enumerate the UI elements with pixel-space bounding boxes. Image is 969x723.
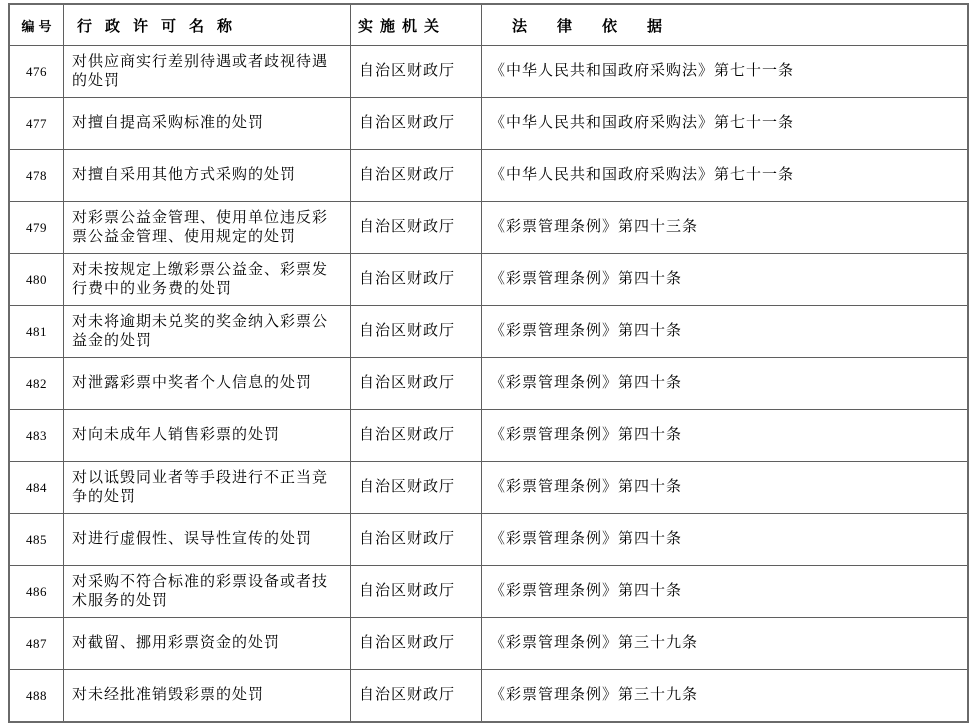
cell-agency: 自治区财政厅: [351, 410, 482, 462]
table-row: [9, 202, 968, 254]
cell-agency: 自治区财政厅: [351, 618, 482, 670]
cell-legal-basis: 《中华人民共和国政府采购法》第七十一条: [482, 46, 969, 98]
cell-id: 484: [9, 462, 64, 514]
cell-agency: 自治区财政厅: [351, 98, 482, 150]
column-header-legal-basis: 法律依据: [482, 4, 969, 46]
cell-permit-name: 对未经批准销毁彩票的处罚: [64, 670, 351, 723]
cell-agency: 自治区财政厅: [351, 202, 482, 254]
cell-permit-name: 对擅自提高采购标准的处罚: [64, 98, 351, 150]
table-row: [9, 150, 968, 202]
cell-agency: 自治区财政厅: [351, 566, 482, 618]
cell-permit-name: 对进行虚假性、误导性宣传的处罚: [64, 514, 351, 566]
cell-permit-name: 对采购不符合标准的彩票设备或者技术服务的处罚: [64, 566, 351, 618]
cell-legal-basis: 《彩票管理条例》第四十条: [482, 254, 969, 306]
cell-agency: 自治区财政厅: [351, 46, 482, 98]
table-row: [9, 566, 968, 618]
cell-legal-basis: 《彩票管理条例》第四十条: [482, 514, 969, 566]
cell-id: 485: [9, 514, 64, 566]
cell-legal-basis: 《彩票管理条例》第四十条: [482, 306, 969, 358]
cell-id: 487: [9, 618, 64, 670]
table-row: [9, 670, 968, 723]
cell-permit-name: 对泄露彩票中奖者个人信息的处罚: [64, 358, 351, 410]
column-header-permit-name: 行政许可名称: [64, 4, 351, 46]
cell-agency: 自治区财政厅: [351, 358, 482, 410]
cell-id: 479: [9, 202, 64, 254]
cell-permit-name: 对向未成年人销售彩票的处罚: [64, 410, 351, 462]
cell-permit-name: 对截留、挪用彩票资金的处罚: [64, 618, 351, 670]
cell-legal-basis: 《中华人民共和国政府采购法》第七十一条: [482, 98, 969, 150]
cell-legal-basis: 《彩票管理条例》第四十条: [482, 410, 969, 462]
cell-id: 477: [9, 98, 64, 150]
cell-permit-name: 对未按规定上缴彩票公益金、彩票发行费中的业务费的处罚: [64, 254, 351, 306]
cell-legal-basis: 《彩票管理条例》第四十三条: [482, 202, 969, 254]
table-row: [9, 46, 968, 98]
table-row: [9, 618, 968, 670]
cell-id: 483: [9, 410, 64, 462]
cell-permit-name: 对供应商实行差别待遇或者歧视待遇的处罚: [64, 46, 351, 98]
cell-agency: 自治区财政厅: [351, 670, 482, 723]
table-row: [9, 410, 968, 462]
cell-permit-name: 对未将逾期未兑奖的奖金纳入彩票公益金的处罚: [64, 306, 351, 358]
cell-id: 480: [9, 254, 64, 306]
permits-table: [8, 3, 969, 723]
cell-legal-basis: 《彩票管理条例》第四十条: [482, 358, 969, 410]
table-row: [9, 462, 968, 514]
cell-id: 482: [9, 358, 64, 410]
cell-id: 476: [9, 46, 64, 98]
cell-legal-basis: 《彩票管理条例》第四十条: [482, 462, 969, 514]
cell-legal-basis: 《中华人民共和国政府采购法》第七十一条: [482, 150, 969, 202]
cell-permit-name: 对擅自采用其他方式采购的处罚: [64, 150, 351, 202]
cell-legal-basis: 《彩票管理条例》第三十九条: [482, 618, 969, 670]
column-header-id: 编号: [9, 4, 64, 46]
table-row: [9, 98, 968, 150]
table-row: [9, 254, 968, 306]
cell-agency: 自治区财政厅: [351, 462, 482, 514]
cell-id: 488: [9, 670, 64, 723]
cell-agency: 自治区财政厅: [351, 514, 482, 566]
cell-id: 481: [9, 306, 64, 358]
table-body: [9, 46, 968, 723]
cell-id: 486: [9, 566, 64, 618]
cell-agency: 自治区财政厅: [351, 150, 482, 202]
cell-permit-name: 对彩票公益金管理、使用单位违反彩票公益金管理、使用规定的处罚: [64, 202, 351, 254]
cell-id: 478: [9, 150, 64, 202]
cell-agency: 自治区财政厅: [351, 306, 482, 358]
cell-legal-basis: 《彩票管理条例》第四十条: [482, 566, 969, 618]
table-header: [9, 4, 968, 46]
header-row: [9, 4, 968, 46]
cell-agency: 自治区财政厅: [351, 254, 482, 306]
table-row: [9, 358, 968, 410]
table-row: [9, 306, 968, 358]
table-row: [9, 514, 968, 566]
cell-legal-basis: 《彩票管理条例》第三十九条: [482, 670, 969, 723]
cell-permit-name: 对以诋毁同业者等手段进行不正当竞争的处罚: [64, 462, 351, 514]
column-header-agency: 实施机关: [351, 4, 482, 46]
